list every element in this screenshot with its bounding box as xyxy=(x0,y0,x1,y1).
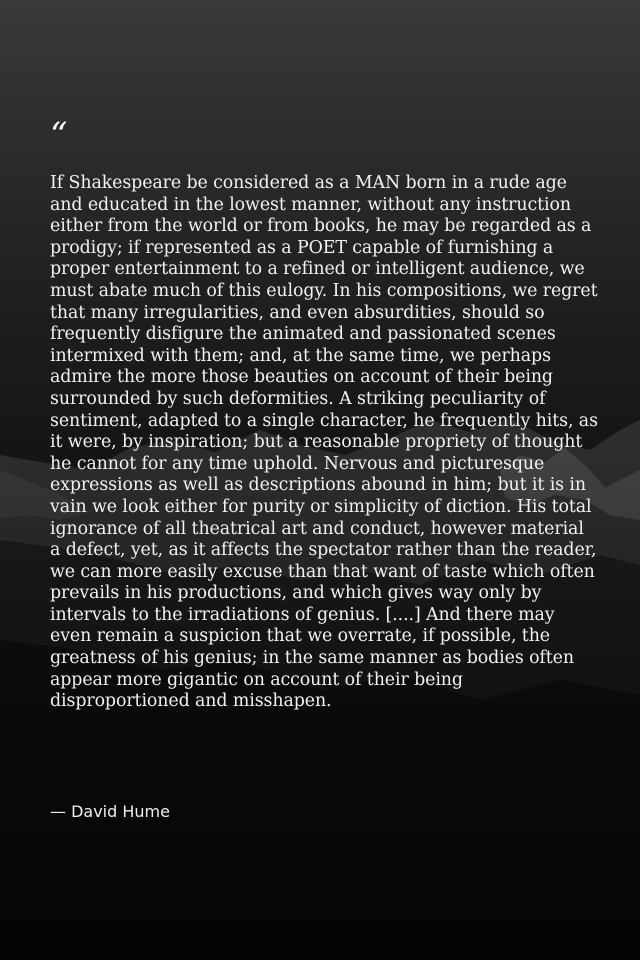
quote-text: If Shakespeare be considered as a MAN born in a rude age and educated in the lowest manner, without any instruction either from the world or from books, he may be regarded as a prodigy; if represented as a POET capable of furnishing a proper entertainment to a refined or intelligent audience, we must abate much of this eulogy. In his compositions, we regret that many irregularities, and even absurdities, should so frequently disfigure the animated and passionated scenes intermixed with them; and, at the same time, we perhaps admire the more those beauties on account of their being surrounded by such deformities. A striking peculiarity of sentiment, adapted to a single character, he frequently hits, as it were, by inspiration; but a reasonable propriety of thought he cannot for any time uphold. Nervous and picturesque expressions as well as descriptions abound in him; but it is in vain we look either for purity or simplicity of diction. His total ignorance of all theatrical art and conduct, however material a defect, yet, as it affects the spectator rather than the reader, we can more easily excuse than that want of taste which often prevails in his productions, and which gives way only by intervals to the irradiations of genius. [....] And there may even remain a suspicion that we overrate, if possible, the greatness of his genius; in the same manner as bodies often appear more gigantic on account of their being disproportioned and misshapen. xyxy=(50,173,598,712)
quote-mark-icon: “ xyxy=(50,115,68,155)
quote-author: — David Hume xyxy=(50,802,170,821)
